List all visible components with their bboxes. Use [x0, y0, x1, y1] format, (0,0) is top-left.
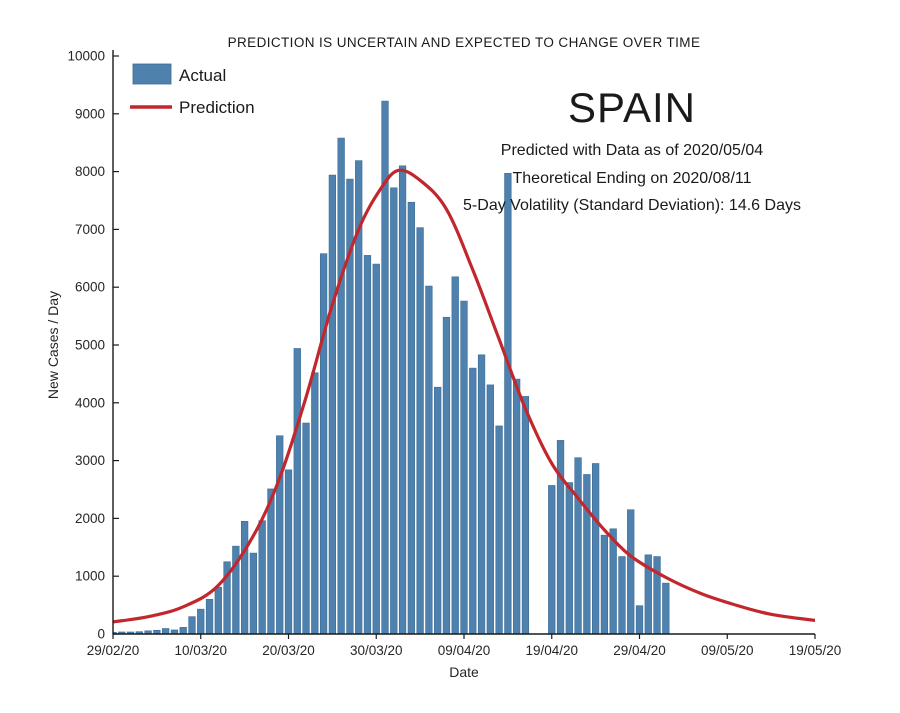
- y-tick-label: 7000: [74, 221, 105, 237]
- actual-bar: [452, 277, 459, 634]
- actual-bar: [329, 175, 336, 634]
- actual-bar: [513, 379, 520, 634]
- actual-bar: [417, 228, 424, 634]
- x-tick-label: 29/02/20: [86, 643, 140, 658]
- y-tick-label: 0: [97, 626, 105, 642]
- actual-bar: [311, 373, 318, 634]
- annotation-data-as-of: Predicted with Data as of 2020/05/04: [500, 142, 764, 159]
- actual-bar: [390, 188, 397, 634]
- x-axis-title: Date: [449, 664, 479, 680]
- actual-bar: [303, 423, 310, 634]
- actual-bar: [548, 485, 555, 634]
- x-tick-label: 29/04/20: [613, 643, 666, 658]
- y-axis-title: New Cases / Day: [45, 290, 61, 400]
- actual-bar: [566, 483, 573, 634]
- chart-title: PREDICTION IS UNCERTAIN AND EXPECTED TO CHANGE OVER TIME: [227, 35, 701, 50]
- actual-bar: [408, 202, 415, 634]
- actual-bar: [584, 474, 591, 634]
- actual-bar: [206, 599, 213, 634]
- actual-bar: [662, 583, 669, 634]
- annotation-volatility: 5-Day Volatility (Standard Deviation): 14.6 Days: [463, 197, 801, 214]
- actual-bar: [197, 609, 204, 634]
- annotation-theoretical-ending: Theoretical Ending on 2020/08/11: [512, 170, 752, 187]
- y-tick-label: 9000: [74, 106, 105, 122]
- legend: [130, 64, 255, 117]
- actual-bar: [496, 426, 503, 634]
- y-tick-label: 4000: [74, 395, 105, 411]
- country-title: SPAIN: [568, 84, 696, 131]
- actual-bar: [180, 627, 187, 634]
- x-tick-label: 20/03/20: [262, 643, 315, 658]
- legend-actual-swatch: [133, 64, 171, 84]
- annotation-block: [463, 84, 801, 214]
- actual-bar: [241, 521, 248, 634]
- y-tick-label: 8000: [74, 164, 105, 180]
- actual-bar: [399, 166, 406, 634]
- y-tick-label: 1000: [74, 568, 105, 584]
- y-tick-label: 2000: [74, 510, 105, 526]
- x-tick-label: 09/04/20: [437, 643, 491, 658]
- legend-prediction-label: Prediction: [179, 98, 255, 117]
- x-tick-label: 30/03/20: [349, 643, 403, 658]
- actual-bar: [364, 255, 371, 634]
- actual-bar: [320, 254, 327, 634]
- actual-bar: [505, 173, 512, 634]
- actual-bar: [478, 355, 485, 634]
- x-tick-label: 19/05/20: [788, 643, 842, 658]
- actual-bar: [250, 553, 257, 634]
- actual-bar: [619, 557, 626, 634]
- actual-bar: [636, 606, 643, 634]
- actual-bar: [601, 535, 608, 634]
- actual-bar: [654, 557, 661, 634]
- x-tick-label: 09/05/20: [700, 643, 754, 658]
- actual-bar: [268, 489, 275, 634]
- actual-bar: [627, 510, 634, 634]
- actual-bar: [426, 286, 433, 634]
- actual-bar: [522, 396, 529, 634]
- actual-bar: [610, 529, 617, 634]
- actual-bar: [592, 463, 599, 634]
- actual-bar: [285, 470, 292, 634]
- actual-bar: [162, 629, 169, 634]
- actual-bar: [189, 617, 196, 634]
- actual-bar: [557, 440, 564, 634]
- y-tick-label: 6000: [74, 279, 105, 295]
- actual-bar: [373, 264, 380, 634]
- actual-bar: [276, 436, 283, 634]
- actual-bar: [469, 368, 476, 634]
- actual-bar: [461, 301, 468, 634]
- x-tick-label: 10/03/20: [174, 643, 228, 658]
- actual-bar: [215, 587, 222, 634]
- legend-actual-label: Actual: [179, 66, 227, 85]
- y-tick-label: 3000: [74, 453, 105, 469]
- y-tick-label: 5000: [74, 337, 105, 353]
- actual-bar: [434, 387, 441, 634]
- actual-bar: [487, 385, 494, 634]
- actual-bar: [259, 521, 266, 634]
- x-tick-label: 19/04/20: [525, 643, 579, 658]
- y-tick-label: 10000: [67, 48, 105, 64]
- actual-bar: [443, 317, 450, 634]
- actual-bar: [575, 458, 582, 634]
- actual-bar: [294, 348, 301, 634]
- actual-bar: [338, 138, 345, 634]
